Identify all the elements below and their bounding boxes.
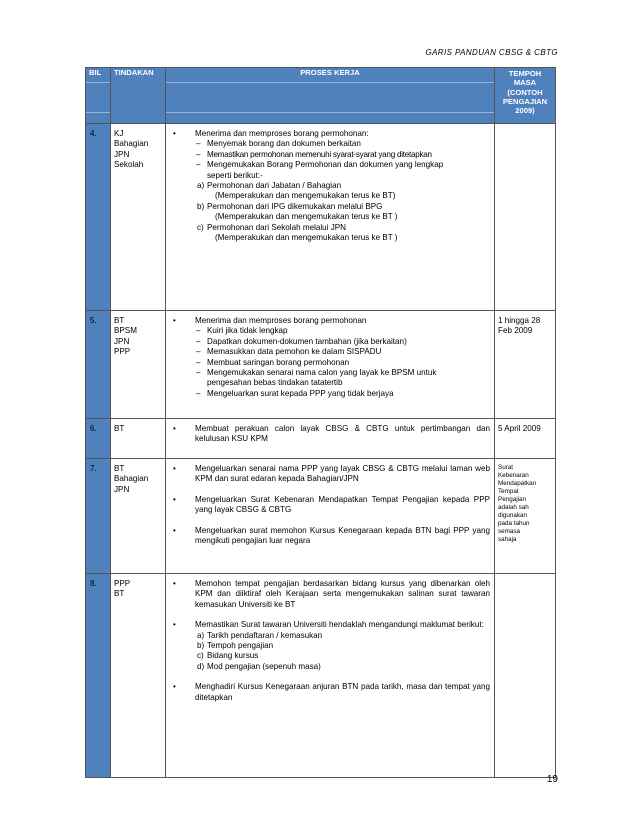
bullet-item: • Menerima dan memproses borang permohonan: – Menyemak borang dan dokumen berkaitan – Memastikan permohonan memenuhi syarat-syarat yang ditetapkan – Mengemukakan Borang Permohonan dan dokumen yang lengkap seperti berikut:- a) Permohonan dari Jabatan / Bahagian (Memperakukan dan mengemukakan terus ke BT) b) Permohonan dari IPG dikemukakan melalui BPG (Memperakukan dan mengemukakan terus ke BT ) c) Permohonan dari Sekolah melalui JPN (Memperakukan dan mengemukakan terus ke BT ) — [169, 129, 490, 243]
row-tindakan: BT BPSM JPN PPP — [111, 311, 166, 419]
bullet-icon: • — [173, 620, 176, 630]
bullet-item: • Menghadiri Kursus Kenegaraan anjuran BTN pada tarikh, masa dan tempat yang ditetapkan — [169, 682, 490, 703]
bullet-item: • Memohon tempat pengajian berdasarkan bidang kursus yang dibenarkan oleh KPM dan diiktiraf oleh Kerajaan serta mengemukakan salinan surat tawaran kemasukan Universiti ke BT — [169, 579, 490, 610]
bullet-item: • Mengeluarkan surat memohon Kursus Kenegaraan kepada BTN bagi PPP yang mengikuti pengajian luar negara — [169, 526, 490, 547]
row-proses-kerja — [166, 459, 495, 574]
header-tindakan: TINDAKAN — [111, 68, 166, 124]
table-row — [86, 419, 556, 459]
bullet-item: • Mengeluarkan senarai nama PPP yang layak CBSG & CBTG melalui laman web KPM dan surat edaran kepada Bahagian/JPN — [169, 464, 490, 485]
bullet-icon: • — [173, 682, 176, 692]
table-row — [86, 311, 556, 419]
table-row — [86, 124, 556, 311]
bullet-item: • Memastikan Surat tawaran Universiti hendaklah mengandungi maklumat berikut: a) Tarikh pendaftaran / kemasukan b) Tempoh pengajian c) Bidang kursus d) Mod pengajian (sepenuh masa) — [169, 620, 490, 672]
row-tindakan: BT — [111, 419, 166, 459]
row-number: 4. — [86, 124, 111, 311]
page-number: 19 — [546, 774, 558, 785]
row-tempoh-masa: 5 April 2009 — [495, 419, 556, 459]
table-row — [86, 574, 556, 778]
bullet-icon: • — [173, 494, 176, 504]
bullet-icon: • — [173, 316, 176, 325]
bullet-icon: • — [173, 464, 176, 473]
row-tempoh-masa — [495, 124, 556, 311]
bullet-item: • Mengeluarkan Surat Kebenaran Mendapatkan Tempat Pengajian kepada PPP yang layak CBSG & CBTG — [169, 495, 490, 516]
row-number: 6. — [86, 419, 111, 459]
bullet-item: • Membuat perakuan calon layak CBSG & CBTG untuk pertimbangan dan kelulusan KSU KPM — [169, 424, 490, 445]
row-number: 7. — [86, 459, 111, 574]
row-number: 8. — [86, 574, 111, 778]
bullet-icon: • — [173, 525, 176, 535]
row-tempoh-masa: 1 hingga 28 Feb 2009 — [495, 311, 556, 419]
row-number: 5. — [86, 311, 111, 419]
row-proses-kerja — [166, 574, 495, 778]
row-tindakan: PPP BT — [111, 574, 166, 778]
header-bil: BIL — [86, 68, 111, 124]
table-row — [86, 459, 556, 574]
header-proses-kerja: PROSES KERJA — [166, 68, 495, 124]
row-tindakan: KJ Bahagian JPN Sekolah — [111, 124, 166, 311]
running-header: GARIS PANDUAN CBSG & CBTG — [425, 48, 558, 57]
row-proses-kerja — [166, 124, 495, 311]
bullet-icon: • — [173, 129, 176, 138]
row-tempoh-masa: Surat Kebenaran Mendapatkan Tempat Pengajian adalah sah digunakan pada tahun semasa sahaja — [495, 459, 556, 574]
row-proses-kerja — [166, 419, 495, 459]
bullet-item: • Menerima dan memproses borang permohonan – Kuiri jika tidak lengkap – Dapatkan dokumen-dokumen tambahan (jika berkaitan) – Memasukkan data pemohon ke dalam SISPADU – Membuat saringan borang permohonan – Mengemukakan senarai nama calon yang layak ke BPSM untuk pengesahan bebas tindakan tatatertib – Mengeluarkan surat kepada PPP yang tidak berjaya — [169, 316, 490, 399]
header-tempoh-masa: TEMPOH MASA (CONTOH PENGAJIAN 2009) — [495, 68, 556, 124]
table-header-row — [86, 68, 556, 124]
row-tempoh-masa — [495, 574, 556, 778]
bullet-icon: • — [173, 424, 176, 433]
bullet-icon: • — [173, 579, 176, 588]
work-process-table — [85, 67, 556, 778]
row-tindakan: BT Bahagian JPN — [111, 459, 166, 574]
row-proses-kerja — [166, 311, 495, 419]
